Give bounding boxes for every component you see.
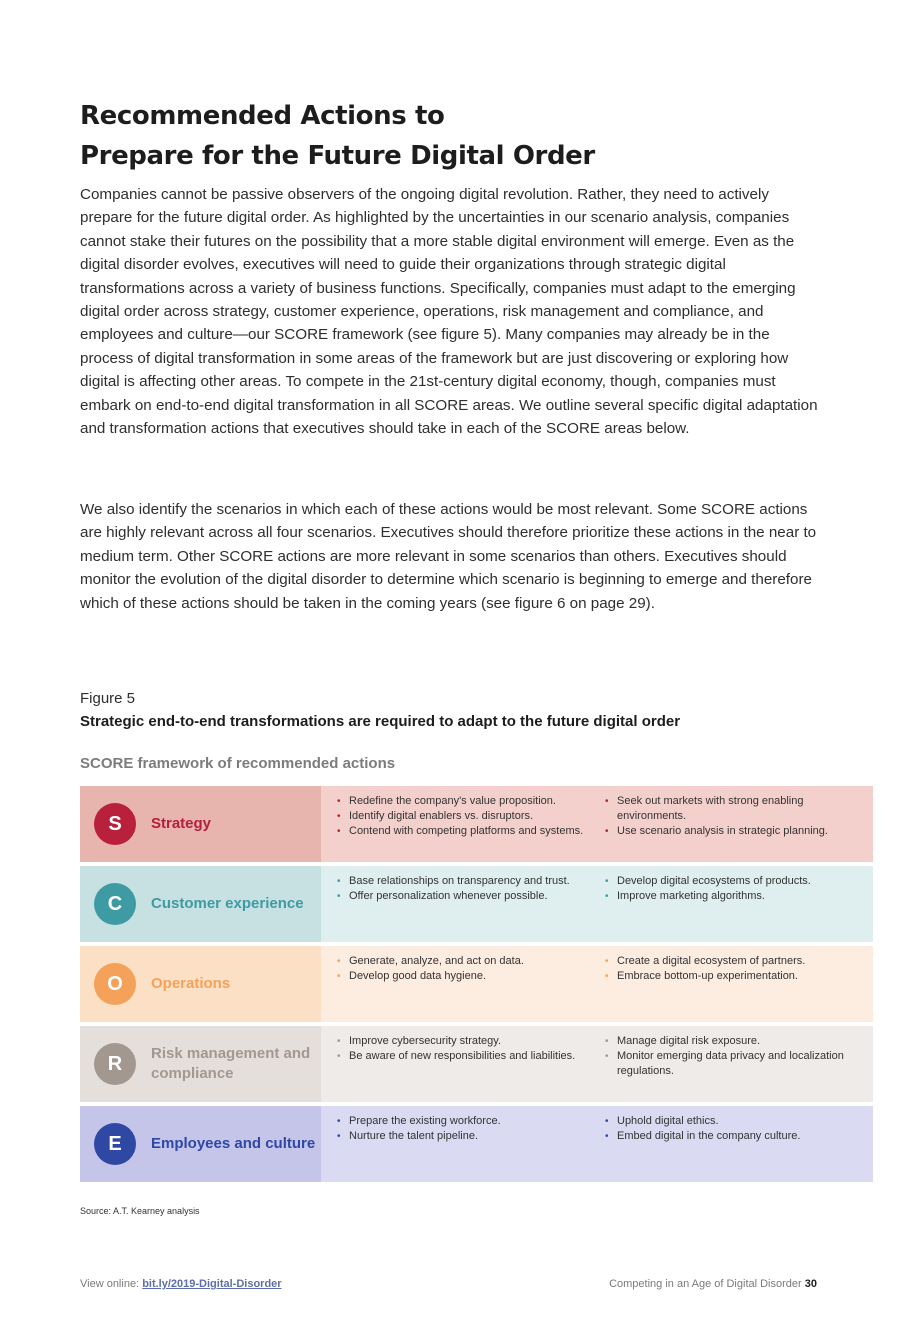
action-item: • Manage digital risk exposure.: [605, 1034, 873, 1049]
action-item: • Contend with competing platforms and systems.: [337, 824, 605, 839]
score-row-header: [80, 946, 321, 1022]
score-row-risk-management: [80, 1026, 844, 1102]
action-item: • Identify digital enablers vs. disruptors.: [337, 809, 605, 824]
action-item: • Nurture the talent pipeline.: [337, 1129, 605, 1144]
action-item: • Develop good data hygiene.: [337, 969, 605, 984]
actions-column-2: [605, 794, 873, 862]
page-number: 30: [804, 1278, 817, 1290]
score-actions: [321, 1106, 873, 1182]
score-row-header: [80, 1106, 321, 1182]
actions-column-2: [605, 1114, 873, 1182]
action-item: • Use scenario analysis in strategic planning.: [605, 824, 873, 839]
score-actions: [321, 946, 873, 1022]
action-item: • Improve cybersecurity strategy.: [337, 1034, 605, 1049]
actions-column-1: [337, 1114, 605, 1182]
actions-column-2: [605, 874, 873, 942]
score-letter-badge: S: [94, 803, 136, 845]
heading-line-2: Prepare for the Future Digital Order: [80, 141, 595, 171]
action-item: • Create a digital ecosystem of partners.: [605, 954, 873, 969]
score-row-header: [80, 786, 321, 862]
action-item: • Be aware of new responsibilities and liabilities.: [337, 1049, 605, 1064]
score-row-strategy: [80, 786, 828, 862]
score-row-label: Employees and culture: [151, 1135, 316, 1152]
action-item: • Improve marketing algorithms.: [605, 889, 873, 904]
page-heading: [80, 96, 820, 176]
score-letter-badge: E: [94, 1123, 136, 1165]
actions-column-1: [337, 874, 605, 942]
score-actions: [321, 866, 873, 942]
heading-line-1: Recommended Actions to: [80, 101, 445, 131]
actions-column-1: [337, 794, 605, 862]
action-item: • Offer personalization whenever possible.: [337, 889, 605, 904]
actions-column-2: [605, 1034, 873, 1102]
score-row-label: Risk management and compliance: [151, 1045, 311, 1082]
view-online-link[interactable]: bit.ly/2019-Digital-Disorder: [142, 1278, 282, 1290]
score-row-label: Strategy: [151, 815, 212, 832]
score-letter-badge: O: [94, 963, 136, 1005]
score-letter-badge: R: [94, 1043, 136, 1085]
score-row-operations: [80, 946, 818, 1022]
figure-title: Strategic end-to-end transformations are required to adapt to the future digital order: [80, 713, 681, 730]
score-row-header: [80, 1026, 321, 1102]
score-row-label: Operations: [151, 975, 231, 992]
action-item: • Prepare the existing workforce.: [337, 1114, 605, 1129]
action-item: • Uphold digital ethics.: [605, 1114, 873, 1129]
figure-subtitle: SCORE framework of recommended actions: [80, 755, 396, 772]
body-paragraph-1: Companies cannot be passive observers of the ongoing digital revolution. Rather, they need to actively prepare for the future digital order. As highlighted by the uncertainties in our scenario analysis, companies cannot stake their futures on the possibility that a more stable digital environment will emerge. Even as the digital disorder evolves, executives will need to guide their organizations through strategic digital transformations across a variety of business functions. Specifically, companies must adapt to the emerging digital order across strategy, customer experience, operations, risk management and compliance, and employees and culture—our SCORE framework (see figure 5). Many companies may already be in the process of digital transformation in some areas of the framework but are just discovering or exploring how digital is affecting other areas. To compete in the 21st-century digital economy, though, companies must embark on end-to-end digital transformation in all SCORE areas. We outline several specific digital adaptation and transformation actions that executives should take in each of the SCORE areas below.: [80, 186, 818, 438]
actions-column-1: [337, 1034, 605, 1102]
body-paragraph-2: We also identify the scenarios in which each of these actions would be most relevant. Some SCORE actions are highly relevant across all four scenarios. Executives should therefore prioritize these actions in the near to medium term. Other SCORE actions are more relevant in some scenarios than others. Executives should monitor the evolution of the digital disorder to determine which scenario is beginning to emerge and therefore which of these actions should be taken in the coming years (see figure 6 on page 29).: [80, 501, 817, 612]
score-row-customer-experience: [80, 866, 818, 942]
action-item: • Generate, analyze, and act on data.: [337, 954, 605, 969]
score-framework-table: [80, 786, 844, 1186]
footer-view-online: [80, 1278, 282, 1290]
score-actions: [321, 786, 873, 862]
actions-column-2: [605, 954, 873, 1022]
score-row-header: [80, 866, 321, 942]
figure-source: Source: A.T. Kearney analysis: [80, 1206, 200, 1216]
figure-label: Figure 5: [80, 690, 136, 707]
action-item: • Seek out markets with strong enabling environments.: [605, 794, 873, 824]
footer-publication: [609, 1278, 817, 1290]
action-item: • Embed digital in the company culture.: [605, 1129, 873, 1144]
score-actions: [321, 1026, 873, 1102]
score-row-label: Customer experience: [151, 895, 304, 912]
score-letter-badge: C: [94, 883, 136, 925]
action-item: • Base relationships on transparency and trust.: [337, 874, 605, 889]
action-item: • Embrace bottom-up experimentation.: [605, 969, 873, 984]
actions-column-1: [337, 954, 605, 1022]
action-item: • Redefine the company's value proposition.: [337, 794, 605, 809]
score-row-employees-culture: [80, 1106, 818, 1182]
publication-title: Competing in an Age of Digital Disorder: [609, 1278, 802, 1290]
action-item: • Monitor emerging data privacy and localization regulations.: [605, 1049, 873, 1079]
action-item: • Develop digital ecosystems of products.: [605, 874, 873, 889]
view-online-label: View online:: [80, 1278, 140, 1290]
